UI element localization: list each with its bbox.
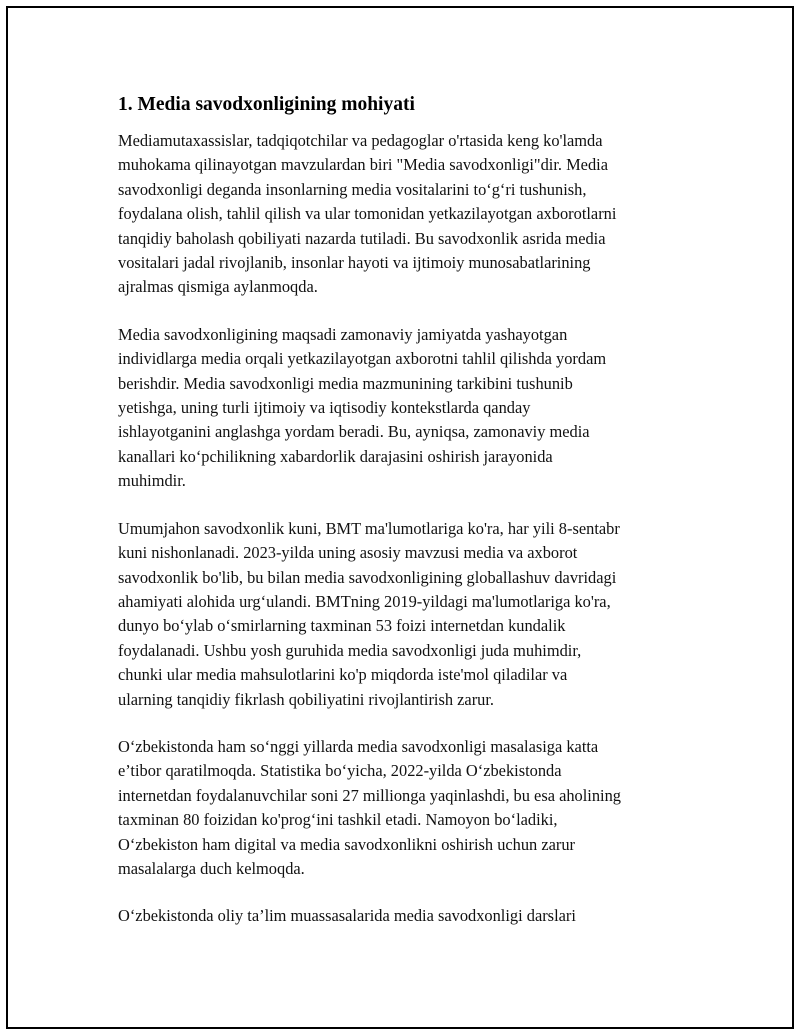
paragraph-3 <box>118 517 684 712</box>
section-heading: 1. Media savodxonligining mohiyati <box>118 94 415 115</box>
paragraph-line: muhokama qilinayotgan mavzulardan biri "Media savodxonligi"dir. Media <box>118 155 608 175</box>
paragraph-line: savodxonligi deganda insonlarning media vositalarini to‘g‘ri tushunish, <box>118 179 587 199</box>
paragraph-line: ularning tanqidiy fikrlash qobiliyatini rivojlantirish zarur. <box>118 689 494 709</box>
paragraph-line: vositalari jadal rivojlanib, insonlar hayoti va ijtimoiy munosabatlarining <box>118 253 591 273</box>
paragraph-1 <box>118 129 684 300</box>
paragraph-line: O‘zbekistonda ham so‘nggi yillarda media savodxonligi masalasiga katta <box>118 736 599 756</box>
paragraph-line: masalalarga duch kelmoqda. <box>118 858 305 878</box>
paragraph-line: ahamiyati alohida urg‘ulandi. BMTning 2019-yildagi ma'lumotlariga ko'ra, <box>118 591 611 611</box>
paragraph-line: taxminan 80 foizidan ko'prog‘ini tashkil etadi. Namoyon bo‘ladiki, <box>118 810 558 830</box>
paragraph-line: yetishga, uning turli ijtimoiy va iqtisodiy kontekstlarda qanday <box>118 398 531 418</box>
paragraph-line: Mediamutaxassislar, tadqiqotchilar va pedagoglar o'rtasida keng ko'lamda <box>118 131 603 150</box>
paragraph-4 <box>118 735 684 881</box>
paragraph-line: internetdan foydalanuvchilar soni 27 millionga yaqinlashdi, bu esa aholining <box>118 785 621 805</box>
paragraph-line: muhimdir. <box>118 471 186 491</box>
paragraph-line: chunki ular media mahsulotlarini ko'p miqdorda iste'mol qiladilar va <box>118 665 568 685</box>
paragraph-line: O‘zbekiston ham digital va media savodxonlikni oshirish uchun zarur <box>118 834 576 854</box>
paragraph-line: Umumjahon savodxonlik kuni, BMT ma'lumotlariga ko'ra, har yili 8-sentabr <box>118 518 620 538</box>
paragraph-line: dunyo bo‘ylab o‘smirlarning taxminan 53 foizi internetdan kundalik <box>118 616 566 636</box>
paragraph-line: Media savodxonligining maqsadi zamonaviy jamiyatda yashayotgan <box>118 324 568 344</box>
paragraph-line: foydalana olish, tahlil qilish va ular tomonidan yetkazilayotgan axborotlarni <box>118 204 617 224</box>
paragraph-line: ajralmas qismiga aylanmoqda. <box>118 277 318 297</box>
paragraph-line: savodxonlik bo'lib, bu bilan media savodxonligining globallashuv davridagi <box>118 567 617 587</box>
document-content <box>118 92 684 952</box>
paragraph-5 <box>118 904 684 928</box>
paragraph-line: tanqidiy baholash qobiliyati nazarda tutiladi. Bu savodxonlik asrida media <box>118 228 606 248</box>
paragraph-line: ishlayotganini anglashga yordam beradi. Bu, ayniqsa, zamonaviy media <box>118 422 590 442</box>
paragraph-line: berishdir. Media savodxonligi media mazmunining tarkibini tushunib <box>118 373 573 393</box>
paragraph-line: e’tibor qaratilmoqda. Statistika bo‘yicha, 2022-yilda O‘zbekistonda <box>118 761 562 781</box>
paragraph-2 <box>118 323 684 494</box>
paragraph-line: O‘zbekistonda oliy ta’lim muassasalarida media savodxonligi darslari <box>118 906 576 926</box>
paragraph-line: individlarga media orqali yetkazilayotgan axborotni tahlil qilishda yordam <box>118 349 607 369</box>
paragraph-line: kanallari ko‘pchilikning xabardorlik darajasini oshirish jarayonida <box>118 446 553 466</box>
paragraph-line: foydalanadi. Ushbu yosh guruhida media savodxonligi juda muhimdir, <box>118 640 582 660</box>
paragraph-line: kuni nishonlanadi. 2023-yilda uning asosiy mavzusi media va axborot <box>118 543 578 563</box>
